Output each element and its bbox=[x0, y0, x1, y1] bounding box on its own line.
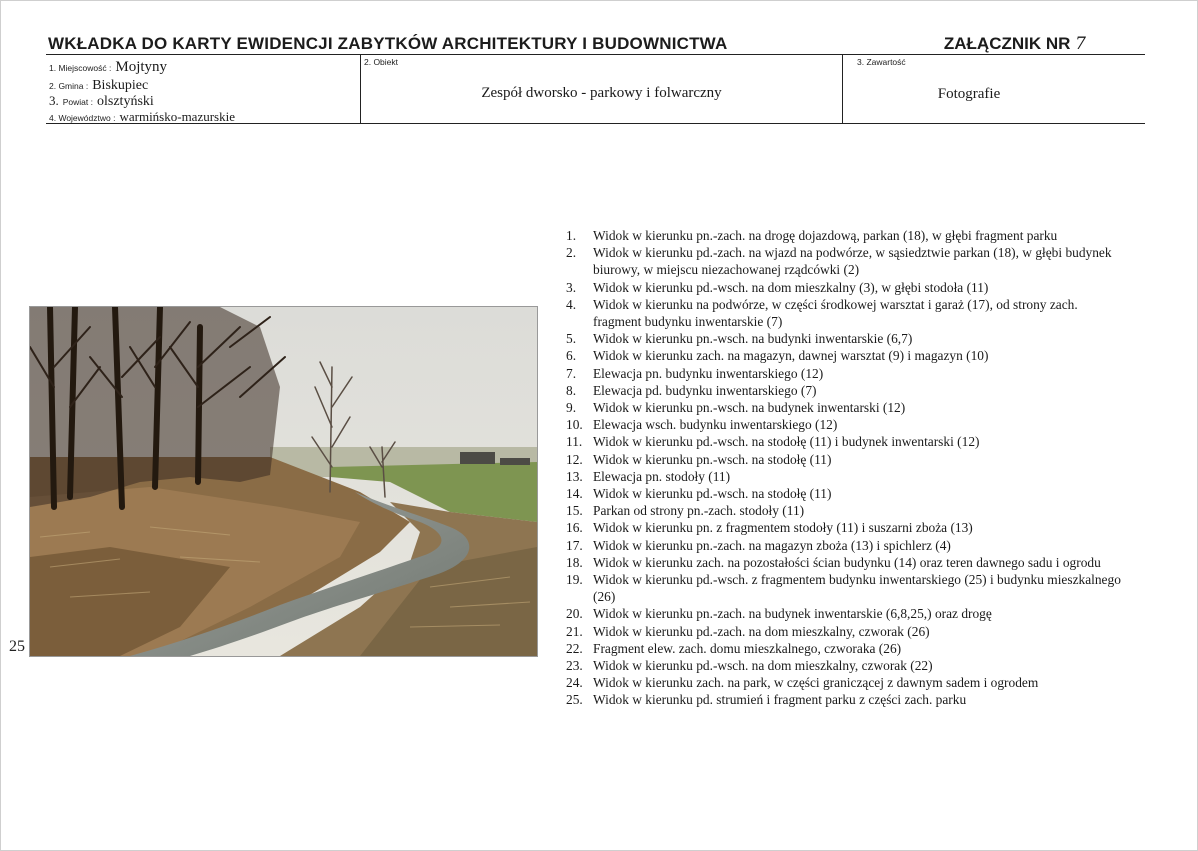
list-item-number: 7. bbox=[566, 365, 577, 381]
list-item bbox=[566, 519, 1126, 536]
attachment-number: 7 bbox=[1075, 34, 1086, 54]
list-item-text: Widok w kierunku pd.-zach. na wjazd na podwórze, w sąsiedztwie parkan (18), w głębi budynek biurowy, w miejscu niezachowanej rządcówki (2) bbox=[593, 245, 1112, 278]
list-item-number: 18. bbox=[566, 554, 583, 570]
list-item-number: 5. bbox=[566, 331, 577, 347]
list-item-number: 15. bbox=[566, 503, 583, 519]
list-item bbox=[566, 605, 1126, 622]
list-item-text: Widok w kierunku pn.-zach. na magazyn zboża (13) i spichlerz (4) bbox=[593, 537, 951, 553]
list-item bbox=[566, 468, 1126, 485]
commune-value: Biskupiec bbox=[92, 78, 149, 93]
object-value: Zespół dworsko - parkowy i folwarczny bbox=[481, 85, 722, 101]
commune-label: 2. Gmina : bbox=[49, 81, 89, 91]
list-item-number: 4. bbox=[566, 296, 577, 312]
list-item bbox=[566, 330, 1126, 347]
list-item-text: Widok w kierunku na podwórze, w części środkowej warsztat i garaż (17), od strony zach. fragment budynku inwentarskie (7) bbox=[593, 296, 1078, 330]
list-item bbox=[566, 451, 1126, 468]
list-item bbox=[566, 485, 1126, 502]
list-item bbox=[566, 571, 1126, 605]
list-item-number: 25. bbox=[566, 692, 583, 708]
location-field bbox=[49, 58, 167, 76]
list-item-text: Widok w kierunku pd.-wsch. na stodołę (11) bbox=[593, 486, 832, 502]
list-item bbox=[566, 399, 1126, 416]
list-item-text: Widok w kierunku pd.-wsch. z fragmentem budynku inwentarskiego (25) i budynku mieszkalnego (26) bbox=[593, 572, 1121, 605]
list-item bbox=[566, 296, 1126, 330]
list-item bbox=[566, 657, 1126, 674]
list-item-number: 14. bbox=[566, 486, 583, 502]
list-item-text: Elewacja pd. budynku inwentarskiego (7) bbox=[593, 382, 817, 398]
list-item-number: 9. bbox=[566, 400, 577, 416]
photo-caption-list bbox=[566, 227, 1126, 709]
list-item-number: 1. bbox=[566, 228, 577, 243]
list-item bbox=[566, 365, 1126, 382]
list-item bbox=[566, 244, 1126, 278]
list-item-text: Widok w kierunku pd.-wsch. na stodołę (11) i budynek inwentarski (12) bbox=[593, 434, 980, 450]
content-label: 3. Zawartość bbox=[857, 57, 906, 67]
list-item-text: Widok w kierunku pd.-wsch. na dom mieszkalny, czworak (22) bbox=[593, 658, 933, 674]
location-value: Mojtyny bbox=[115, 59, 168, 75]
list-item-number: 3. bbox=[566, 279, 577, 295]
list-item bbox=[566, 433, 1126, 450]
voivodeship-label: 4. Województwo : bbox=[49, 113, 116, 123]
list-item bbox=[566, 640, 1126, 657]
list-item-text: Widok w kierunku pn. z fragmentem stodoły (11) i suszarni zboża (13) bbox=[593, 520, 973, 536]
list-item bbox=[566, 691, 1126, 708]
list-item-text: Widok w kierunku pn.-wsch. na budynek inwentarski (12) bbox=[593, 400, 906, 416]
list-item-number: 16. bbox=[566, 520, 583, 536]
list-item bbox=[566, 279, 1126, 296]
county-value: olsztyński bbox=[97, 94, 154, 109]
voivodeship-value: warmińsko-mazurskie bbox=[119, 109, 235, 124]
list-item bbox=[566, 416, 1126, 433]
list-item-number: 21. bbox=[566, 623, 583, 639]
attachment-label bbox=[944, 34, 1086, 54]
list-item-number: 20. bbox=[566, 606, 583, 622]
county-label: Powiat : bbox=[62, 97, 93, 107]
list-item-number: 19. bbox=[566, 572, 583, 588]
list-item bbox=[566, 537, 1126, 554]
list-item-text: Fragment elew. zach. domu mieszkalnego, czworaka (26) bbox=[593, 640, 902, 656]
list-item-text: Elewacja pn. stodoły (11) bbox=[593, 468, 731, 484]
list-item-text: Widok w kierunku pn.-zach. na budynek inwentarskie (6,8,25,) oraz drogę bbox=[593, 606, 992, 622]
header-top-rule bbox=[46, 54, 1145, 55]
content-value: Fotografie bbox=[937, 86, 1001, 102]
list-item-text: Widok w kierunku pd.-zach. na dom mieszkalny, czworak (26) bbox=[593, 623, 930, 639]
list-item-number: 17. bbox=[566, 537, 583, 553]
list-item-text: Widok w kierunku zach. na pozostałości ścian budynku (14) oraz teren dawnego sadu i ogrodu bbox=[593, 554, 1101, 570]
list-item-number: 11. bbox=[566, 434, 583, 450]
list-item bbox=[566, 347, 1126, 364]
list-item-text: Elewacja wsch. budynku inwentarskiego (12) bbox=[593, 417, 838, 433]
list-item-text: Parkan od strony pn.-zach. stodoły (11) bbox=[593, 503, 805, 519]
list-item-text: Widok w kierunku zach. na magazyn, dawnej warsztat (9) i magazyn (10) bbox=[593, 348, 989, 364]
list-item bbox=[566, 227, 1126, 244]
list-item-text: Widok w kierunku zach. na park, w części graniczącej z dawnym sadem i ogrodem bbox=[593, 675, 1039, 691]
list-item-number: 12. bbox=[566, 451, 583, 467]
object-label: 2. Obiekt bbox=[364, 57, 399, 67]
list-item bbox=[566, 623, 1126, 640]
list-item-text: Widok w kierunku pd. strumień i fragment parku z części zach. parku bbox=[593, 692, 967, 708]
list-item-text: Elewacja pn. budynku inwentarskiego (12) bbox=[593, 365, 824, 381]
location-label: 1. Miejscowość : bbox=[49, 63, 112, 73]
list-item-text: Widok w kierunku pn.-zach. na drogę dojazdową, parkan (18), w głębi fragment parku bbox=[593, 228, 1058, 243]
voivodeship-field bbox=[49, 108, 235, 126]
list-item-number: 10. bbox=[566, 417, 583, 433]
list-item-number: 8. bbox=[566, 382, 577, 398]
list-item-number: 6. bbox=[566, 348, 577, 364]
photo-number: 25 bbox=[9, 638, 25, 655]
list-item bbox=[566, 502, 1126, 519]
attachment-label-text: ZAŁĄCZNIK NR bbox=[943, 34, 1071, 53]
county-number: 3. bbox=[49, 93, 59, 108]
list-item-number: 24. bbox=[566, 675, 583, 691]
list-item-number: 2. bbox=[566, 245, 577, 261]
list-item bbox=[566, 674, 1126, 691]
list-item-number: 23. bbox=[566, 658, 583, 674]
list-item-number: 13. bbox=[566, 468, 583, 484]
landscape-photo bbox=[29, 306, 538, 657]
list-item-text: Widok w kierunku pn.-wsch. na budynki inwentarskie (6,7) bbox=[593, 331, 913, 347]
list-item-number: 22. bbox=[566, 640, 583, 656]
list-item bbox=[566, 554, 1126, 571]
list-item-text: Widok w kierunku pd.-wsch. na dom mieszkalny (3), w głębi stodoła (11) bbox=[593, 279, 989, 295]
list-item-text: Widok w kierunku pn.-wsch. na stodołę (11) bbox=[593, 451, 832, 467]
list-item bbox=[566, 382, 1126, 399]
document-title: WKŁADKA DO KARTY EWIDENCJI ZABYTKÓW ARCHITEKTURY I BUDOWNICTWA bbox=[48, 34, 728, 53]
